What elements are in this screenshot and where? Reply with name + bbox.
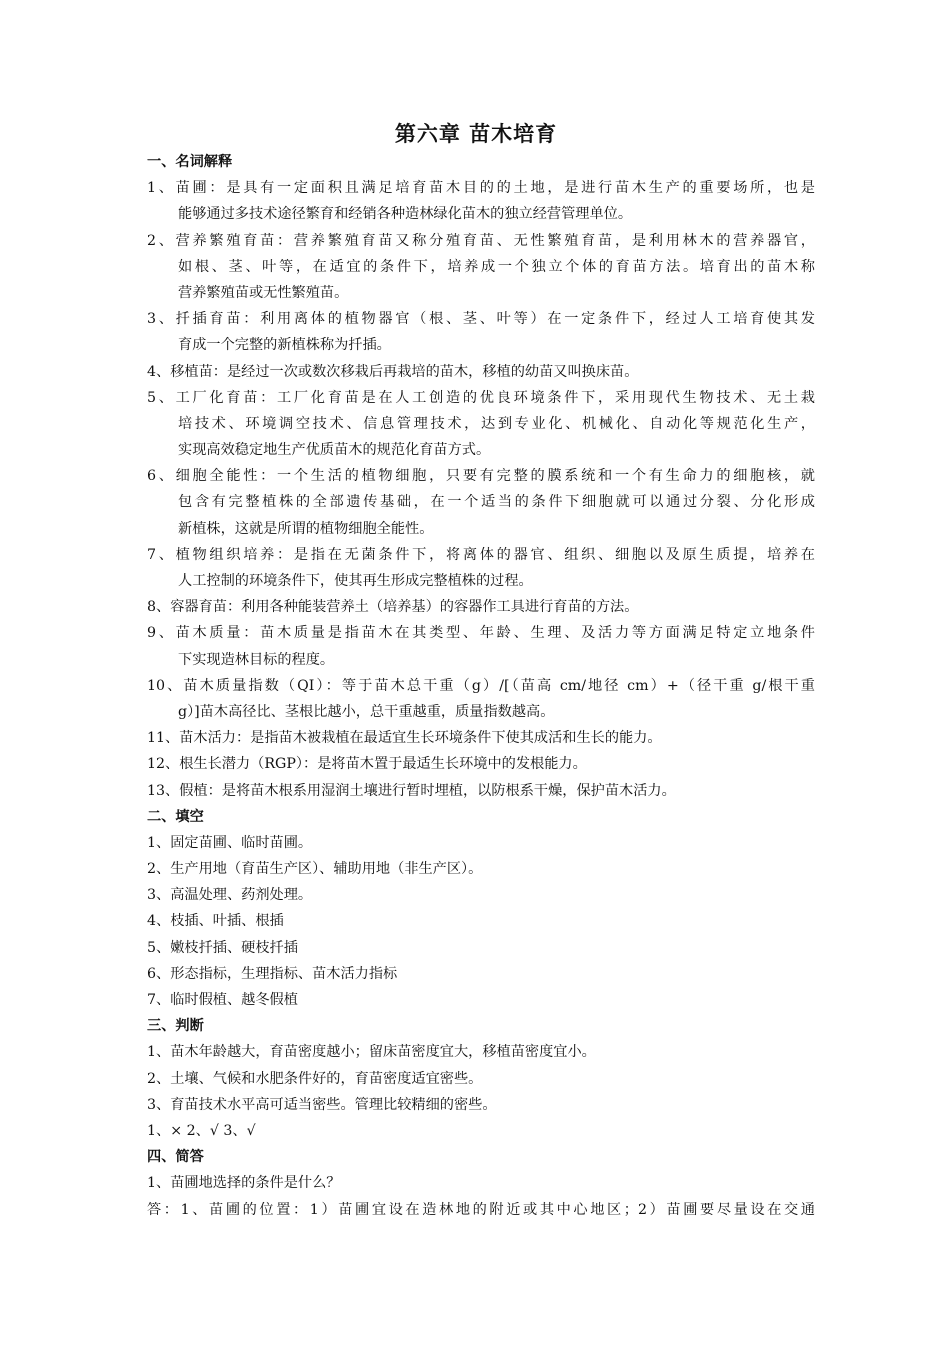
definition-2-line-1: 2、营养繁殖育苗：营养繁殖育苗又称分殖育苗、无性繁殖育苗，是利用林木的营养器官， [147, 232, 815, 249]
definition-3-line-1: 3、扦插育苗：利用离体的植物器官（根、茎、叶等）在一定条件下，经过人工培育使其发 [147, 311, 815, 328]
judgment-item-1: 1、苗木年龄越大，育苗密度越小；留床苗密度宜大，移植苗密度宜小。 [147, 1044, 596, 1061]
definition-6-line-3: 新植株，这就是所谓的植物细胞全能性。 [178, 520, 434, 537]
definition-10-line-2: g）]苗木高径比、茎根比越小，总干重越重，质量指数越高。 [178, 703, 555, 720]
definition-9-line-1: 9、苗木质量：苗木质量是指苗木在其类型、年龄、生理、及活力等方面满足特定立地条件 [147, 625, 815, 642]
definition-5-line-2: 培技术、环境调空技术、信息管理技术，达到专业化、机械化、自动化等规范化生产， [178, 415, 815, 432]
section-heading-short-answer: 四、简答 [147, 1149, 204, 1166]
fill-blank-answer-4: 4、枝插、叶插、根插 [147, 913, 284, 930]
definition-11: 11、苗木活力：是指苗木被栽植在最适宜生长环境条件下使其成活和生长的能力。 [147, 730, 662, 747]
chapter-title: 第六章 苗木培育 [394, 122, 558, 146]
fill-blank-answer-3: 3、高温处理、药剂处理。 [147, 887, 313, 904]
section-heading-definitions: 一、名词解释 [147, 154, 233, 170]
definition-10-line-1: 10、苗木质量指数（QI）：等于苗木总干重（g）/[（苗高 cm/地径 cm）+（径干重 g/根干重 [147, 677, 815, 694]
fill-blank-answer-7: 7、临时假植、越冬假植 [147, 992, 298, 1008]
definition-2-line-3: 营养繁殖苗或无性繁殖苗。 [178, 284, 349, 301]
definition-6-line-1: 6、细胞全能性：一个生活的植物细胞，只要有完整的膜系统和一个有生命力的细胞核，就 [147, 468, 815, 485]
definition-8: 8、容器育苗：利用各种能装营养土（培养基）的容器作工具进行育苗的方法。 [147, 599, 639, 616]
fill-blank-answer-2: 2、生产用地（育苗生产区）、辅助用地（非生产区）。 [147, 861, 483, 878]
judgment-answers: 1、× 2、√ 3、√ [147, 1122, 256, 1139]
judgment-item-3: 3、育苗技术水平高可适当密些。管理比较精细的密些。 [147, 1096, 497, 1113]
definition-3-line-2: 育成一个完整的新植株称为扦插。 [178, 337, 391, 354]
definition-5-line-1: 5、工厂化育苗：工厂化育苗是在人工创造的优良环境条件下，采用现代生物技术、无土栽 [147, 389, 815, 406]
definition-13: 13、假植：是将苗木根系用湿润土壤进行暂时埋植，以防根系干燥，保护苗木活力。 [147, 782, 676, 799]
definition-7-line-2: 人工控制的环境条件下，使其再生形成完整植株的过程。 [178, 573, 533, 589]
definition-7-line-1: 7、植物组织培养：是指在无菌条件下，将离体的器官、组织、细胞以及原生质提，培养在 [147, 546, 815, 563]
fill-blank-answer-5: 5、嫩枝扦插、硬枝扦插 [147, 939, 298, 956]
definition-12: 12、根生长潜力（RGP）：是将苗木置于最适生长环境中的发根能力。 [147, 756, 587, 773]
definition-1-line-1: 1、苗圃：是具有一定面积且满足培育苗木目的的土地，是进行苗木生产的重要场所，也是 [147, 180, 815, 197]
section-heading-fill-blank: 二、填空 [147, 808, 204, 825]
section-heading-judgment: 三、判断 [147, 1018, 204, 1035]
definition-6-line-2: 包含有完整植株的全部遗传基础，在一个适当的条件下细胞就可以通过分裂、分化形成 [178, 494, 815, 511]
fill-blank-answer-6: 6、形态指标，生理指标、苗木活力指标 [147, 965, 398, 982]
short-answer-response-1: 答：1、苗圃的位置：1）苗圃宜设在造林地的附近或其中心地区；2）苗圃要尽量设在交通 [147, 1201, 815, 1218]
document-body [147, 149, 815, 1223]
definition-4: 4、移植苗：是经过一次或数次移栽后再栽培的苗木，移植的幼苗又叫换床苗。 [147, 363, 639, 380]
judgment-item-2: 2、土壤、气候和水肥条件好的，育苗密度适宜密些。 [147, 1070, 483, 1087]
fill-blank-answer-1: 1、固定苗圃、临时苗圃。 [147, 834, 313, 851]
definition-5-line-3: 实现高效稳定地生产优质苗木的规范化育苗方式。 [178, 442, 491, 459]
definition-9-line-2: 下实现造林目标的程度。 [178, 651, 335, 668]
definition-1-line-2: 能够通过多技术途径繁育和经销各种造林绿化苗木的独立经营管理单位。 [178, 206, 633, 223]
short-answer-question-1: 1、苗圃地选择的条件是什么？ [147, 1175, 341, 1192]
definition-2-line-2: 如根、茎、叶等，在适宜的条件下，培养成一个独立个体的育苗方法。培育出的苗木称 [178, 258, 815, 275]
